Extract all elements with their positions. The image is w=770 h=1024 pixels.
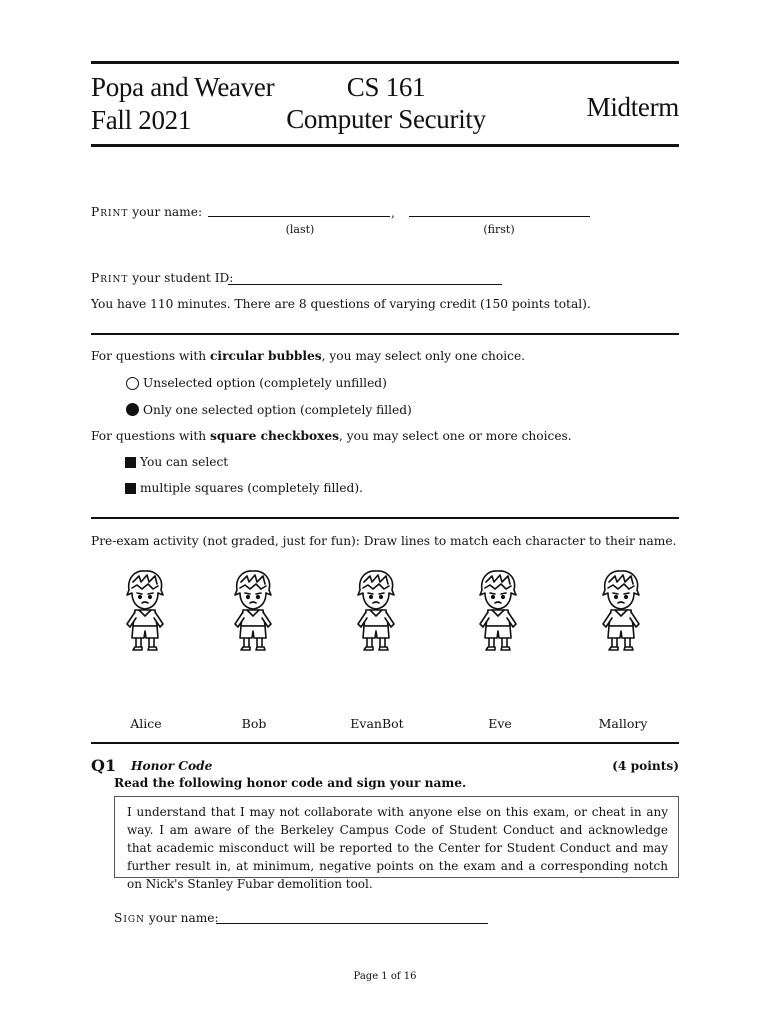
honor-code-box xyxy=(114,796,679,891)
page-number: Page 1 of 16 xyxy=(353,971,417,982)
character-figure-4 xyxy=(470,568,526,658)
checkbox-icon-1[interactable] xyxy=(125,457,136,468)
print-name-label-rest: your name: xyxy=(132,205,203,219)
character-figure-1 xyxy=(117,568,173,658)
time-note: You have 110 minutes. There are 8 questions of varying credit (150 points total). xyxy=(91,297,591,311)
character-figure-2 xyxy=(225,568,281,658)
print-name-label xyxy=(91,206,202,218)
print-name-label-sc: Print xyxy=(91,205,129,219)
character-name-eve: Eve xyxy=(488,716,512,731)
character-name-alice: Alice xyxy=(130,716,162,731)
bubbles-bold: circular bubbles xyxy=(210,349,322,363)
section-rule-3 xyxy=(91,742,679,744)
signature-field[interactable] xyxy=(216,923,488,924)
last-name-field[interactable] xyxy=(208,216,390,217)
unselected-option-label: Unselected option (completely unfilled) xyxy=(143,376,387,390)
student-id-label-rest: your student ID: xyxy=(132,271,234,285)
first-name-field[interactable] xyxy=(409,216,590,217)
bubbles-post: , you may select only one choice. xyxy=(321,349,526,363)
header-exam-type: Midterm xyxy=(586,92,679,122)
bubbles-pre: For questions with xyxy=(91,349,211,363)
square-option-2: multiple squares (completely filled). xyxy=(140,481,363,495)
last-name-caption: (last) xyxy=(285,223,315,236)
header-bottom-rule xyxy=(91,144,679,147)
character-name-mallory: Mallory xyxy=(598,716,648,731)
sign-name-label xyxy=(114,912,219,924)
character-name-evanbot: EvanBot xyxy=(350,716,404,731)
squares-bold: square checkboxes xyxy=(210,429,340,443)
name-comma: , xyxy=(391,206,395,220)
student-id-label xyxy=(91,272,233,284)
checkbox-icon-2[interactable] xyxy=(125,483,136,494)
header-course-code: CS 161 xyxy=(346,72,426,102)
section-rule-1 xyxy=(91,333,679,335)
sign-name-label-rest: your name: xyxy=(148,911,219,925)
squares-pre: For questions with xyxy=(91,429,211,443)
bubbles-instruction xyxy=(91,350,525,362)
selected-bubble-icon[interactable] xyxy=(126,403,139,416)
header-term: Fall 2021 xyxy=(91,105,192,135)
header-course-name: Computer Security xyxy=(286,104,486,134)
q1-number: Q1 xyxy=(91,756,117,775)
activity-prompt: Pre-exam activity (not graded, just for fun): Draw lines to match each character to their name. xyxy=(91,534,677,548)
section-rule-2 xyxy=(91,517,679,519)
character-figure-5 xyxy=(593,568,649,658)
student-id-field[interactable] xyxy=(228,284,502,285)
square-option-1: You can select xyxy=(140,455,229,469)
squares-instruction xyxy=(91,430,572,442)
student-id-label-sc: Print xyxy=(91,271,129,285)
header-authors: Popa and Weaver xyxy=(91,72,275,102)
character-figure-3 xyxy=(348,568,404,658)
q1-title: Honor Code xyxy=(131,759,213,773)
selected-option-label: Only one selected option (completely filled) xyxy=(143,403,412,417)
honor-code-text: I understand that I may not collaborate with anyone else on this exam, or cheat in any way. I am aware of the Berkeley Campus Code of Student Conduct and acknowledge that academic misconduct will be reported to the Center for Student Conduct and may further result in, at minimum, negative points on the exam and a corresponding notch on Nick's Stanley Fubar demolition tool. xyxy=(127,805,668,891)
first-name-caption: (first) xyxy=(483,223,515,236)
q1-instruction: Read the following honor code and sign your name. xyxy=(114,776,467,790)
unselected-bubble-icon[interactable] xyxy=(126,377,139,390)
q1-points: (4 points) xyxy=(612,759,679,773)
header-top-rule xyxy=(91,61,679,64)
sign-name-label-sc: Sign xyxy=(114,911,145,925)
character-name-bob: Bob xyxy=(241,716,267,731)
squares-post: , you may select one or more choices. xyxy=(339,429,572,443)
